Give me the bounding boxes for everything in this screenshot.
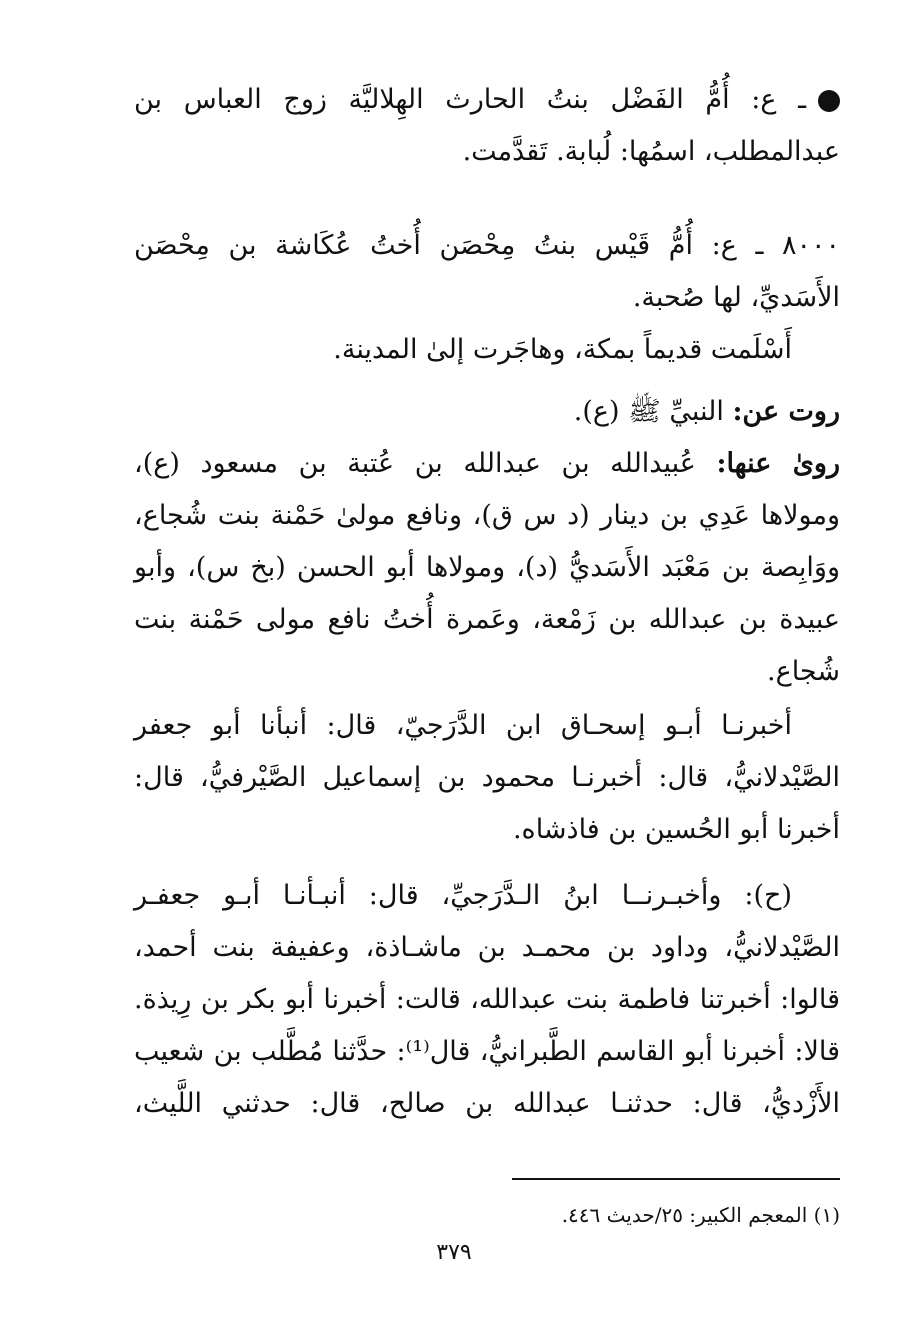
- narrated-by-paragraph: [134, 438, 840, 698]
- isnad-2-line-4: قالا: أخبرنا أبو القاسم الطَّبرانيُّ، قال⁽¹⁾: حدَّثنا مُطَّلب بن شعيب: [134, 1036, 841, 1067]
- isnad-2-line-5: الأَزْديُّ، قال: حدثنـا عبدالله بن صالح، قال: حدثني اللَّيث،: [134, 1088, 840, 1119]
- entry-intro-line-2: عبدالمطلب، اسمُها: لُبابة. تَقدَّمت.: [462, 136, 840, 167]
- narrated-by-line-3: ووَابِصة بن مَعْبَد الأَسَديُّ (د)، ومولاها أبو الحسن (بخ س)، وأبو: [134, 552, 840, 583]
- isnad-1-line-3: أخبرنا أبو الحُسين بن فاذشاه.: [512, 814, 840, 845]
- narrated-from-text: النبيِّ ﷺ (ع).: [573, 396, 724, 427]
- narrated-from-line: [134, 386, 840, 438]
- entry-8000-line-2: الأَسَديِّ، لها صُحبة.: [632, 282, 840, 313]
- entry-8000-note: أَسْلَمت قديماً بمكة، وهاجَرت إلىٰ المدينة.: [333, 334, 792, 365]
- isnad-2-line-1: (ح): وأخبـرنــا ابنُ الـدَّرَجيِّ، قال: أنبـأنـا أبـو جعفـر: [134, 880, 792, 911]
- isnad-1-line-2: الصَّيْدلانيُّ، قال: أخبرنـا محمود بن إسماعيل الصَّيْرفيُّ، قال:: [134, 762, 840, 793]
- isnad-2-paragraph: [134, 870, 840, 1130]
- entry-intro-line-1-text: ـ ع: أُمُّ الفَضْل بنتُ الحارث الهِلاليَّة زوج العباس بن: [134, 84, 806, 115]
- narrated-from-label: روت عن:: [732, 396, 840, 427]
- narrated-by-line-1-text: عُبيدالله بن عبدالله بن عُتبة بن مسعود (ع)،: [134, 448, 696, 479]
- footnote-divider: [512, 1178, 840, 1180]
- isnad-2-line-2: الصَّيْدلانيُّ، وداود بن محمـد بن ماشـاذة، وعفيفة بنت أحمد،: [134, 932, 840, 963]
- narrated-by-line-5: شُجاع.: [767, 656, 840, 687]
- entry-8000-line-1: ٨٠٠٠ ـ ع: أُمُّ قَيْس بنتُ مِحْصَن أُختُ عُكَاشة بن مِحْصَن: [134, 230, 840, 261]
- entry-intro-line-1: [134, 74, 840, 126]
- page-number: ٣٧٩: [436, 1240, 472, 1265]
- narrated-by-line-1: [134, 438, 840, 490]
- entry-8000-paragraph: [134, 220, 840, 376]
- isnad-1-paragraph: [134, 700, 840, 856]
- narrated-by-line-2: ومولاها عَدِي بن دينار (د س ق)، ونافع مولىٰ حَمْنة بنت شُجاع،: [134, 500, 840, 531]
- narrated-by-label: روىٰ عنها:: [716, 448, 840, 479]
- narrated-from-paragraph: [134, 386, 840, 438]
- footnote: (١) المعجم الكبير: ٢٥/حديث ٤٤٦.: [561, 1203, 840, 1227]
- narrated-by-line-4: عبيدة بن عبدالله بن زَمْعة، وعَمرة أُختُ نافع مولى حَمْنة بنت: [134, 604, 840, 635]
- bullet-icon: [818, 90, 840, 112]
- entry-intro-paragraph: [134, 74, 840, 178]
- isnad-1-line-1: أخبرنـا أبـو إسحـاق ابن الدَّرَجيّ، قال: أنبأنا أبو جعفر: [134, 710, 792, 741]
- isnad-2-line-3: قالوا: أخبرتنا فاطمة بنت عبدالله، قالت: أخبرنا أبو بكر بن رِيذة.: [134, 984, 840, 1015]
